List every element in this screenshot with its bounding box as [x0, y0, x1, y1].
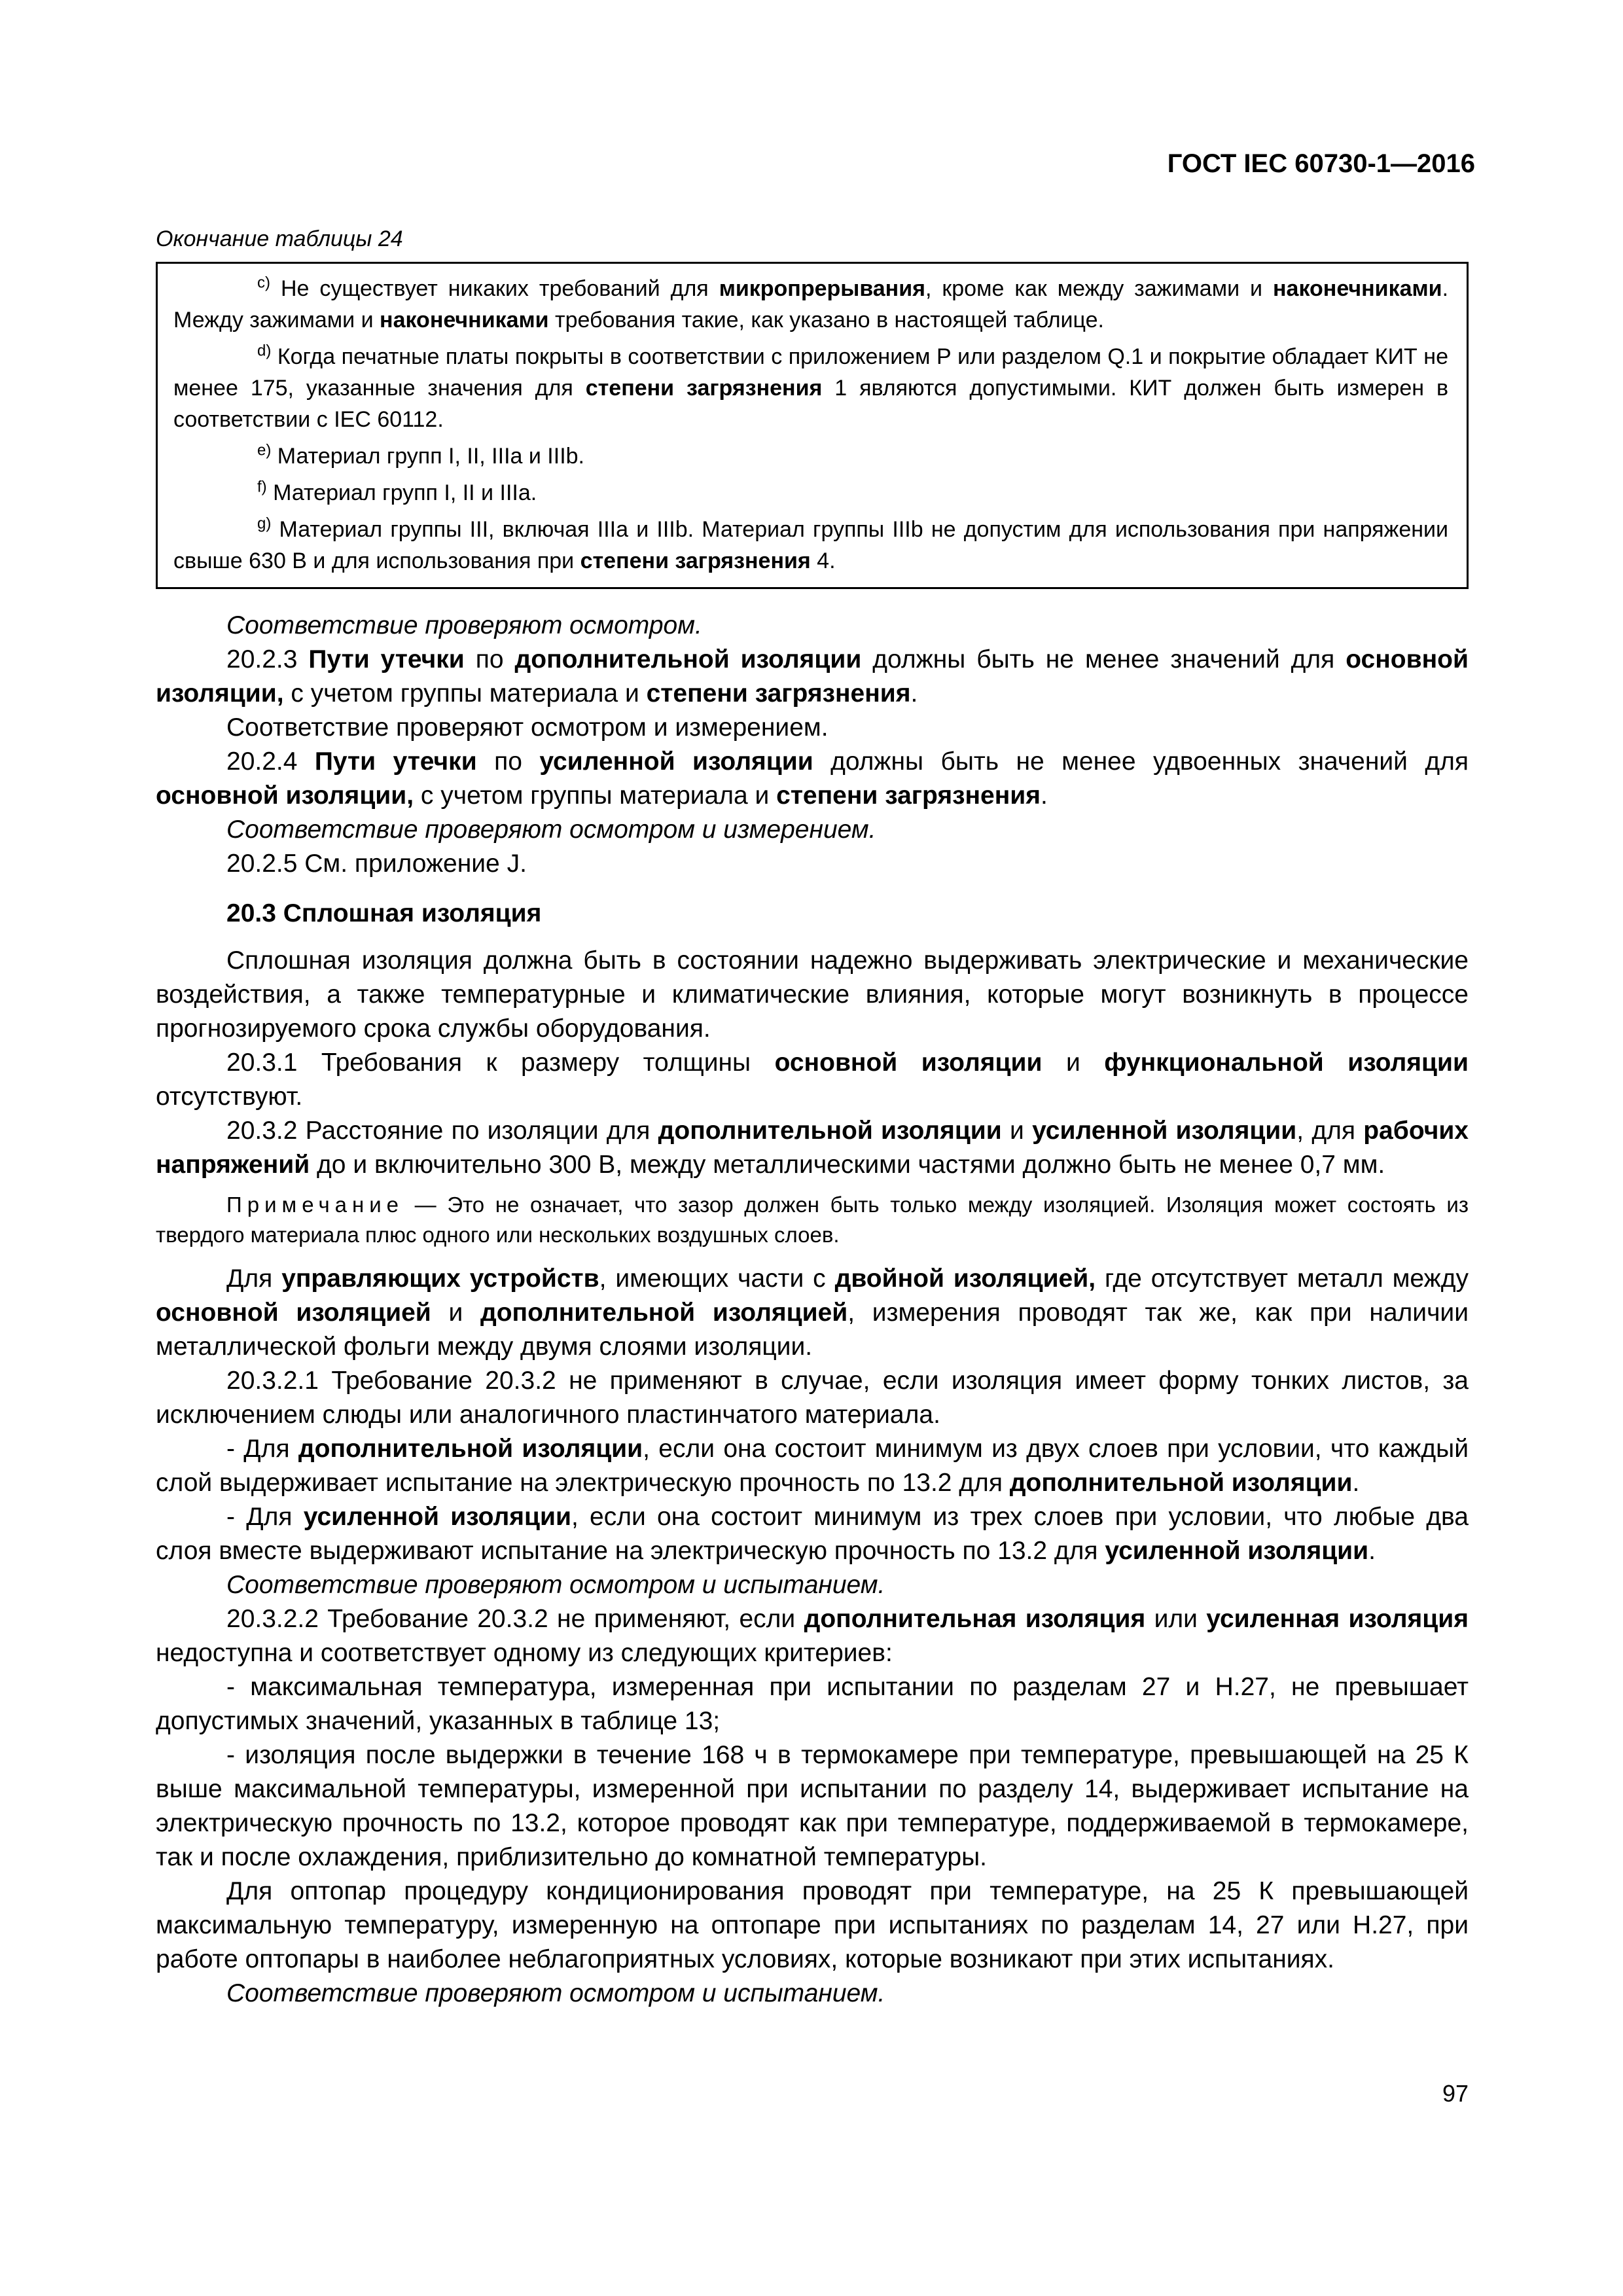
- compliance-statement: Соответствие проверяют осмотром и измерением.: [226, 816, 876, 844]
- footnote-mark: g): [257, 514, 272, 533]
- clause-20-3-1: 20.3.1 Требования к размеру толщины основной изоляции и функциональной изоляции отсутствуют.: [156, 1049, 1469, 1111]
- compliance-statement: Соответствие проверяют осмотром и испытанием.: [226, 1979, 885, 2007]
- note: Примечание — Это не означает, что зазор должен быть только между изоляцией. Изоляция может состоять из твердого материала плюс одного или нескольких воздушных слоев.: [156, 1193, 1469, 1247]
- paragraph: Для оптопар процедуру кондиционирования проводят при температуре, на 25 К превышающей максимальную температуру, измеренную на оптопаре при испытаниях по разделам 14, 27 или Н.27, при работе оптопары в наиболее неблагоприятных условиях, которые возникают при этих испытаниях.: [156, 1877, 1469, 1973]
- clause-20-2-3: 20.2.3 Пути утечки по дополнительной изоляции должны быть не менее значений для основной изоляции, с учетом группы материала и степени загрязнения.: [156, 645, 1469, 708]
- clause-20-3-2: 20.3.2 Расстояние по изоляции для дополнительной изоляции и усиленной изоляции, для рабочих напряжений до и включительно 300 В, между металлическими частями должно быть не менее 0,7 мм.: [156, 1117, 1469, 1179]
- clause-20-2-5: 20.2.5 См. приложение J.: [226, 850, 527, 878]
- footnote-e: $^{e)}$ Материал групп I, II, IIIa и IIIb.: [257, 441, 584, 469]
- page-number: 97: [1442, 2080, 1469, 2107]
- footnote-f: $^{f)}$ Материал групп I, II и IIIa.: [257, 478, 537, 505]
- footnote-mark: d): [257, 342, 272, 360]
- compliance-statement: Соответствие проверяют осмотром.: [226, 611, 702, 639]
- footnote-d: $^{d)}$ Когда печатные платы покрыты в соответствии с приложением Р или разделом Q.1 и покрытие обладает КИТ не менее 175, указанные значения для степени загрязнения 1 являются допустимыми. КИТ должен быть измерен в соответствии с IEC 60112.: [173, 342, 1449, 432]
- standard-designation: ГОСТ IEC 60730-1—2016: [1167, 149, 1475, 178]
- footnote-c: $^{c)}$ Не существует никаких требований для микропрерывания, кроме как между зажимами и наконечниками. Между зажимами и наконечниками требования такие, как указано в настоящей таблице.: [173, 274, 1449, 332]
- table-footnotes-box: [156, 262, 1469, 589]
- footnote-mark: f): [257, 478, 267, 496]
- note-label: Примечание: [226, 1193, 404, 1217]
- section-heading: 20.3 Сплошная изоляция: [226, 899, 542, 927]
- main-text: [156, 609, 1469, 2011]
- list-item: - Для дополнительной изоляции, если она состоит минимум из двух слоев при условии, что каждый слой выдерживает испытание на электрическую прочность по 13.2 для дополнительной изоляции.: [156, 1435, 1469, 1497]
- footnote-g: $^{g)}$ Материал группы III, включая IIIa и IIIb. Материал группы IIIb не допустим для использования при напряжении свыше 630 В и для использования при степени загрязнения 4.: [173, 514, 1448, 573]
- list-item: - изоляция после выдержки в течение 168 ч в термокамере при температуре, превышающей на 25 К выше максимальной температуры, измеренной при испытании по разделу 14, выдерживает испытание на электрическую прочность по 13.2, которое проводят как при температуре, поддерживаемой в термокамере, так и после охлаждения, приблизительно до комнатной температуры.: [156, 1741, 1469, 1871]
- clause-20-3-2-1: 20.3.2.1 Требование 20.3.2 не применяют в случае, если изоляция имеет форму тонких листов, за исключением слюды или аналогичного пластинчатого материала.: [156, 1367, 1469, 1429]
- footnote-mark: c): [257, 274, 270, 292]
- clause-20-3-2-2: 20.3.2.2 Требование 20.3.2 не применяют, если дополнительная изоляция или усиленная изоляция недоступна и соответствует одному из следующих критериев:: [156, 1605, 1469, 1667]
- compliance-statement: Соответствие проверяют осмотром и измерением.: [226, 713, 829, 742]
- list-item: - максимальная температура, измеренная при испытании по разделам 27 и Н.27, не превышает допустимых значений, указанных в таблице 13;: [156, 1673, 1469, 1735]
- footnote-mark: e): [257, 441, 272, 459]
- list-item: - Для усиленной изоляции, если она состоит минимум из трех слоев при условии, что любые два слоя вместе выдерживают испытание на электрическую прочность по 13.2 для усиленной изоляции.: [156, 1503, 1469, 1565]
- paragraph: Сплошная изоляция должна быть в состоянии надежно выдерживать электрические и механические воздействия, а также температурные и климатические влияния, которые могут возникнуть в процессе прогнозируемого срока службы оборудования.: [156, 946, 1469, 1043]
- compliance-statement: Соответствие проверяют осмотром и испытанием.: [226, 1571, 885, 1599]
- table-caption: Окончание таблицы 24: [156, 226, 403, 251]
- clause-20-2-4: 20.2.4 Пути утечки по усиленной изоляции должны быть не менее удвоенных значений для основной изоляции, с учетом группы материала и степени загрязнения.: [156, 747, 1469, 810]
- paragraph: Для управляющих устройств, имеющих части с двойной изоляцией, где отсутствует металл между основной изоляцией и дополнительной изоляцией, измерения проводят так же, как при наличии металлической фольги между двумя слоями изоляции.: [156, 1265, 1469, 1361]
